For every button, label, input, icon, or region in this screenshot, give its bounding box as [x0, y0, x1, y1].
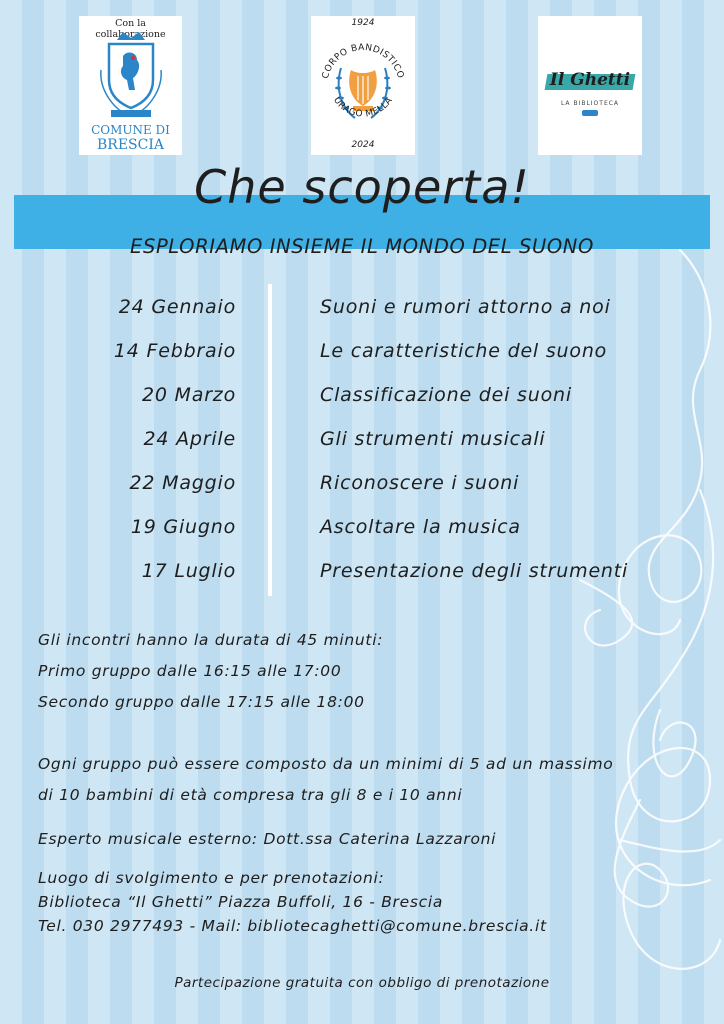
arc-bottom-text: URAGO MELLA	[331, 95, 395, 120]
schedule-topic: Suoni e rumori attorno a noi	[320, 296, 611, 318]
schedule-date: 19 Giugno	[130, 516, 236, 538]
page-title: Che scoperta!	[194, 160, 530, 214]
schedule-date: 20 Marzo	[141, 384, 236, 406]
schedule-topic: Presentazione degli strumenti	[320, 560, 629, 582]
info-location-2: Biblioteca “Il Ghetti” Piazza Buffoli, 16 - Brescia	[38, 893, 444, 911]
info-group-size-2: di 10 bambini di età compresa tra gli 8 e i 10 anni	[38, 786, 463, 804]
ghetti-name: Il Ghetti	[549, 70, 631, 90]
page-subtitle: ESPLORIAMO INSIEME IL MONDO DEL SUONO	[130, 235, 594, 258]
schedule-date: 24 Aprile	[143, 428, 236, 450]
info-group1: Primo gruppo dalle 16:15 alle 17:00	[38, 662, 342, 680]
info-location-1: Luogo di svolgimento e per prenotazioni:	[38, 869, 385, 887]
brescia-coat-of-arms-icon	[97, 30, 165, 122]
collaboration-caption: Con la collaborazione	[95, 18, 166, 40]
corpo-bandistico-logo	[311, 16, 415, 155]
comune-brescia-logo	[79, 16, 182, 155]
info-location-3: Tel. 030 2977493 - Mail: bibliotecaghetti@comune.brescia.it	[38, 917, 547, 935]
ghetti-tagline: LA BIBLIOTECA	[560, 100, 620, 107]
schedule-topic: Riconoscere i suoni	[320, 472, 520, 494]
info-group2: Secondo gruppo dalle 17:15 alle 18:00	[38, 693, 365, 711]
comune-name-line2: BRESCIA	[97, 137, 164, 153]
schedule-topic: Ascoltare la musica	[320, 516, 521, 538]
year-bottom: 2024	[351, 140, 375, 150]
schedule-divider	[268, 284, 272, 596]
schedule-date: 14 Febbraio	[113, 340, 236, 362]
year-top: 1924	[351, 18, 375, 28]
info-expert: Esperto musicale esterno: Dott.ssa Caterina Lazzaroni	[38, 830, 497, 848]
footer-note: Partecipazione gratuita con obbligo di prenotazione	[174, 975, 550, 991]
info-group-size-1: Ogni gruppo può essere composto da un minimi di 5 ad un massimo	[38, 755, 614, 773]
schedule-date: 22 Maggio	[129, 472, 236, 494]
il-ghetti-logo	[538, 16, 642, 155]
schedule-date: 24 Gennaio	[118, 296, 236, 318]
schedule-topic: Gli strumenti musicali	[320, 428, 546, 450]
comune-name-line1: COMUNE DI	[91, 123, 170, 137]
lyre-laurel-icon	[311, 28, 415, 140]
arc-top-text: CORPO BANDISTICO	[320, 42, 406, 80]
brescia-small-badge-icon	[582, 110, 598, 116]
info-duration: Gli incontri hanno la durata di 45 minuti:	[38, 631, 384, 649]
schedule-date: 17 Luglio	[141, 560, 236, 582]
schedule-topic: Classificazione dei suoni	[320, 384, 572, 406]
schedule-topic: Le caratteristiche del suono	[320, 340, 608, 362]
